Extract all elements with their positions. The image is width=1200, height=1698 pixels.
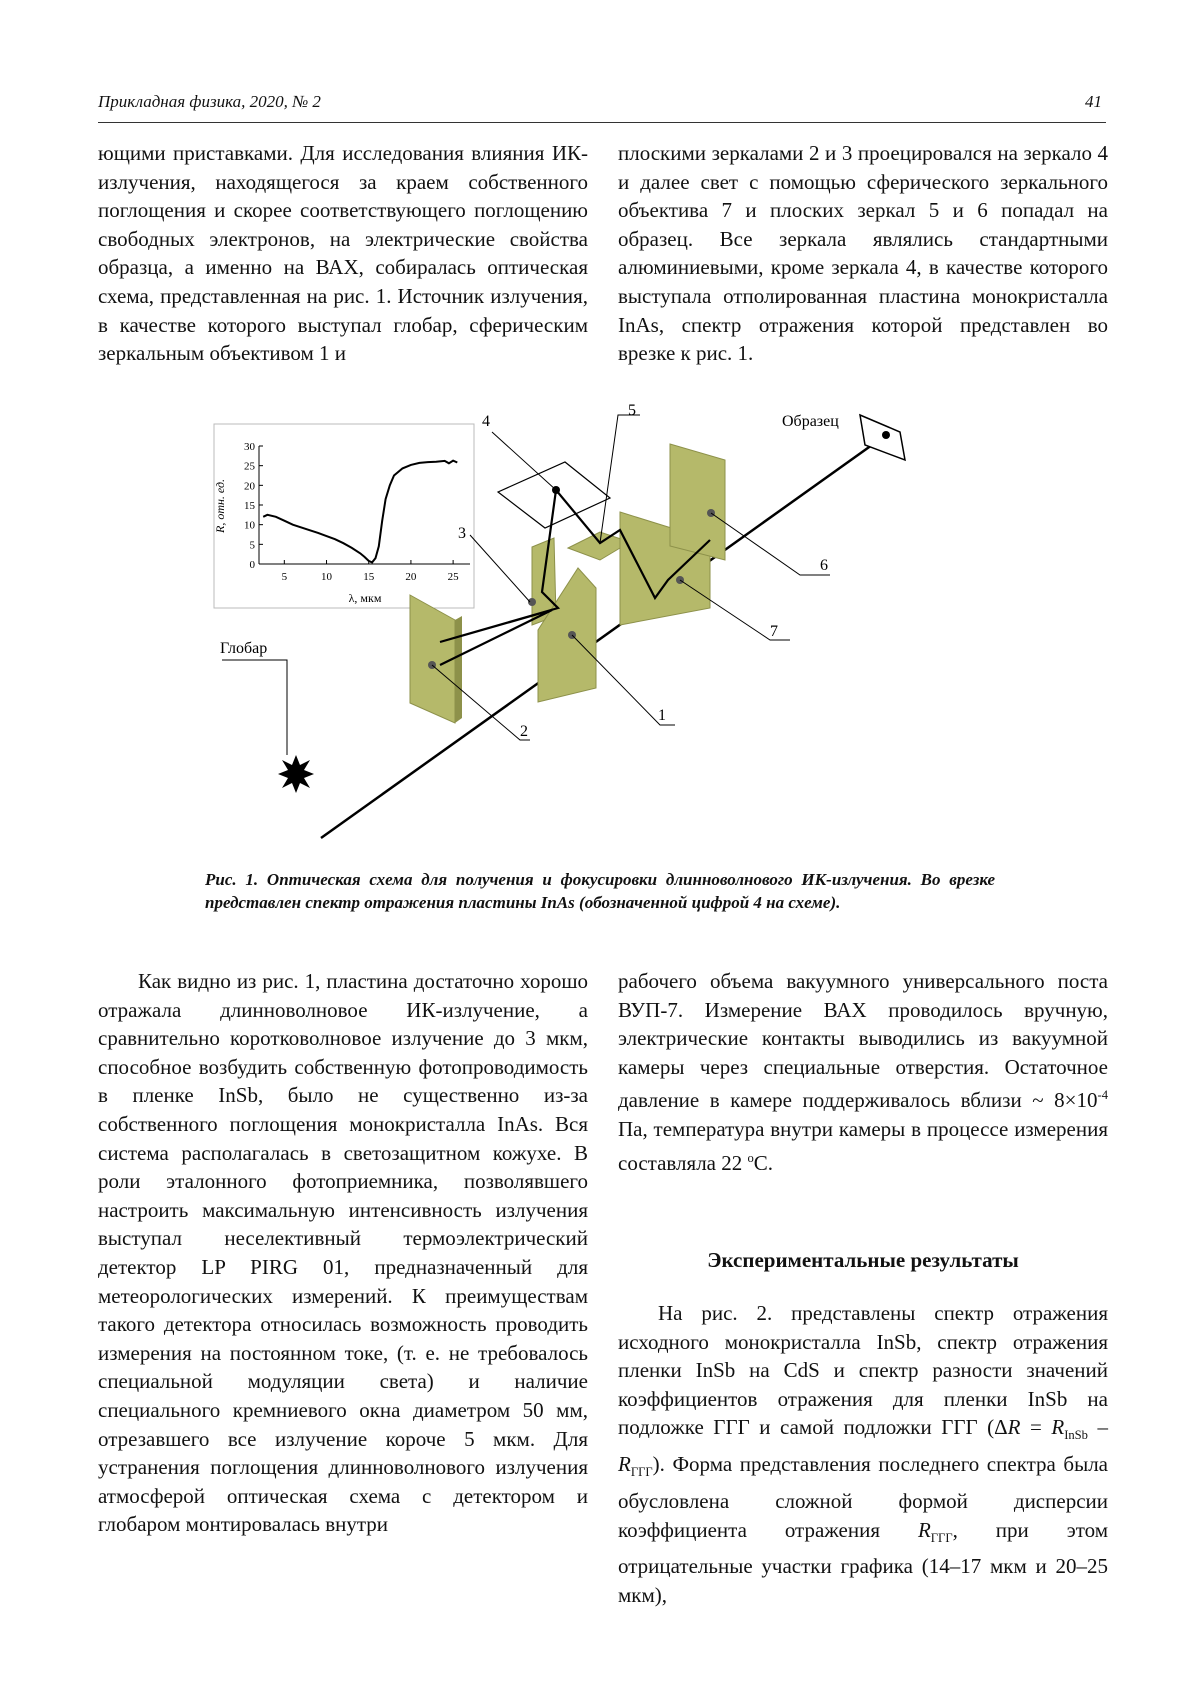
inset-y-tick-label: 0 [249,559,255,571]
bottom-right-column [618,967,1108,1177]
top-left-column [98,139,588,368]
sample-dot [882,431,890,439]
label-2: 2 [520,723,528,740]
inset-y-label: R, отн. ед. [213,478,227,534]
label-5: 5 [628,402,636,419]
running-header-journal: Прикладная физика, 2020, № 2 [98,92,321,111]
mirror-6 [670,444,725,560]
paragraph: рабочего объема вакуумного универсального поста ВУП-7. Измерение ВАХ проводилось вручную, электрические контакты выводились из вакуумной камеры через специальные отверстия. Остаточное давление в камере поддерживалось вблизи ~ $8\times 10^{-4}$ Па, температура внутри камеры в процессе измерения составляла 22 $^o$С. [618,969,1108,1175]
inset-y-tick-label: 20 [244,480,255,493]
label-globar: Глобар [220,640,268,657]
inset-y-tick-label: 5 [249,539,255,552]
label-1: 1 [658,707,666,724]
leader-6 [711,513,830,575]
inset-x-tick-label: 20 [405,571,417,583]
header-rule [98,122,1106,123]
inset-y-tick-label: 25 [244,460,255,473]
paragraph: Как видно из рис. 1, пластина достаточно хорошо отражала длинноволновое ИК-излучение, а сравнительно коротковолновое излучение до 3 мкм, способное возбудить собственную фотопроводимость в пленке InSb, было не существенно из-за собственного поглощения монокристалла InAs. Вся система располагалась в светозащитном кожухе. В роли эталонного фотоприемника, позволявшего настроить максимальную интенсивность излучения выступал неселективный термоэлектрический детектор LP PIRG 01, предназначенный для метеорологических измерений. К преимуществам такого детектора относилась возможность проводить измерения на постоянном токе, (т. е. не требовалось специальной модуляции света) и наличие специального кремниевого окна диаметром 50 мм, отрезавшего все излучение короче 5 мкм. Для устранения поглощения длинноволнового излучения атмосферой оптическая схема с детектором и глобаром монтировалась внутри [98,969,588,1537]
figure-caption: Рис. 1. Оптическая схема для получения и фокусировки длинноволнового ИК-излучения. Во врезке представлен спектр отражения пластины InAs (обозначенной цифрой 4 на схеме). [205,870,995,912]
top-right-column [618,139,1108,368]
results-column [618,1299,1108,1610]
paragraph: На рис. 2. представлены спектр отражения исходного монокристалла InSb, спектр отражения пленки InSb на CdS и спектр разности значений коэффициентов отражения для пленки InSb на подложке ГГГ и самой подложки ГГГ $(\Delta R = R_{InSb} - R_{ГГГ})$. Форма представления последнего спектра была обусловлена сложной формой дисперсии коэффициента отражения $R_{ГГГ}$, при этом отрицательные участки графика (14–17 мкм и 20–25 мкм), [618,1301,1109,1607]
inset-y-tick-label: 10 [244,519,255,532]
inset-x-label: λ, мкм [348,591,382,605]
page-number: 41 [1085,92,1102,111]
inset-x-tick-label: 25 [447,571,459,583]
label-4: 4 [482,413,490,430]
paragraph: ющими приставками. Для исследования влияния ИК-излучения, находящегося за краем собственного поглощения и скорее соответствующего поглощению свободных электронов, на электрические свойства образца, а именно на ВАХ, собиралась оптическая схема, представленная на рис. 1. Источник излучения, в качестве которого выступал глобар, сферическим зеркальным объективом 1 и [98,141,588,366]
mirror-3-dot [528,598,536,606]
label-7: 7 [770,623,778,640]
section-title: Экспериментальные результаты [707,1248,1019,1272]
sample-plate [860,415,905,460]
inset-y-tick-label: 15 [244,500,255,512]
optical-scheme-figure [200,402,1020,855]
inset-x-tick-label: 15 [363,571,375,583]
inset-x-tick-label: 5 [281,571,288,583]
paragraph: плоскими зеркалами 2 и 3 проецировался на зеркало 4 и далее свет с помощью сферического зеркального объектива 7 и плоских зеркал 5 и 6 попадал на образец. Все зеркала являлись стандартными алюминиевыми, кроме зеркала 4, в качестве которого выступала отполированная пластина монокристалла InAs, спектр отражения которой представлен во врезке к рис. 1. [618,141,1108,366]
leader-3 [470,535,530,602]
leader-globar [222,660,287,755]
inset-x-tick-label: 10 [321,571,333,583]
label-3: 3 [458,525,466,542]
label-sample: Образец [782,413,839,430]
bottom-left-column [98,967,588,1539]
leader-4 [492,432,556,490]
globar-star-icon [278,755,314,793]
mirror-4 [498,462,610,528]
inset-y-tick-label: 30 [244,441,255,453]
label-6: 6 [820,557,828,574]
